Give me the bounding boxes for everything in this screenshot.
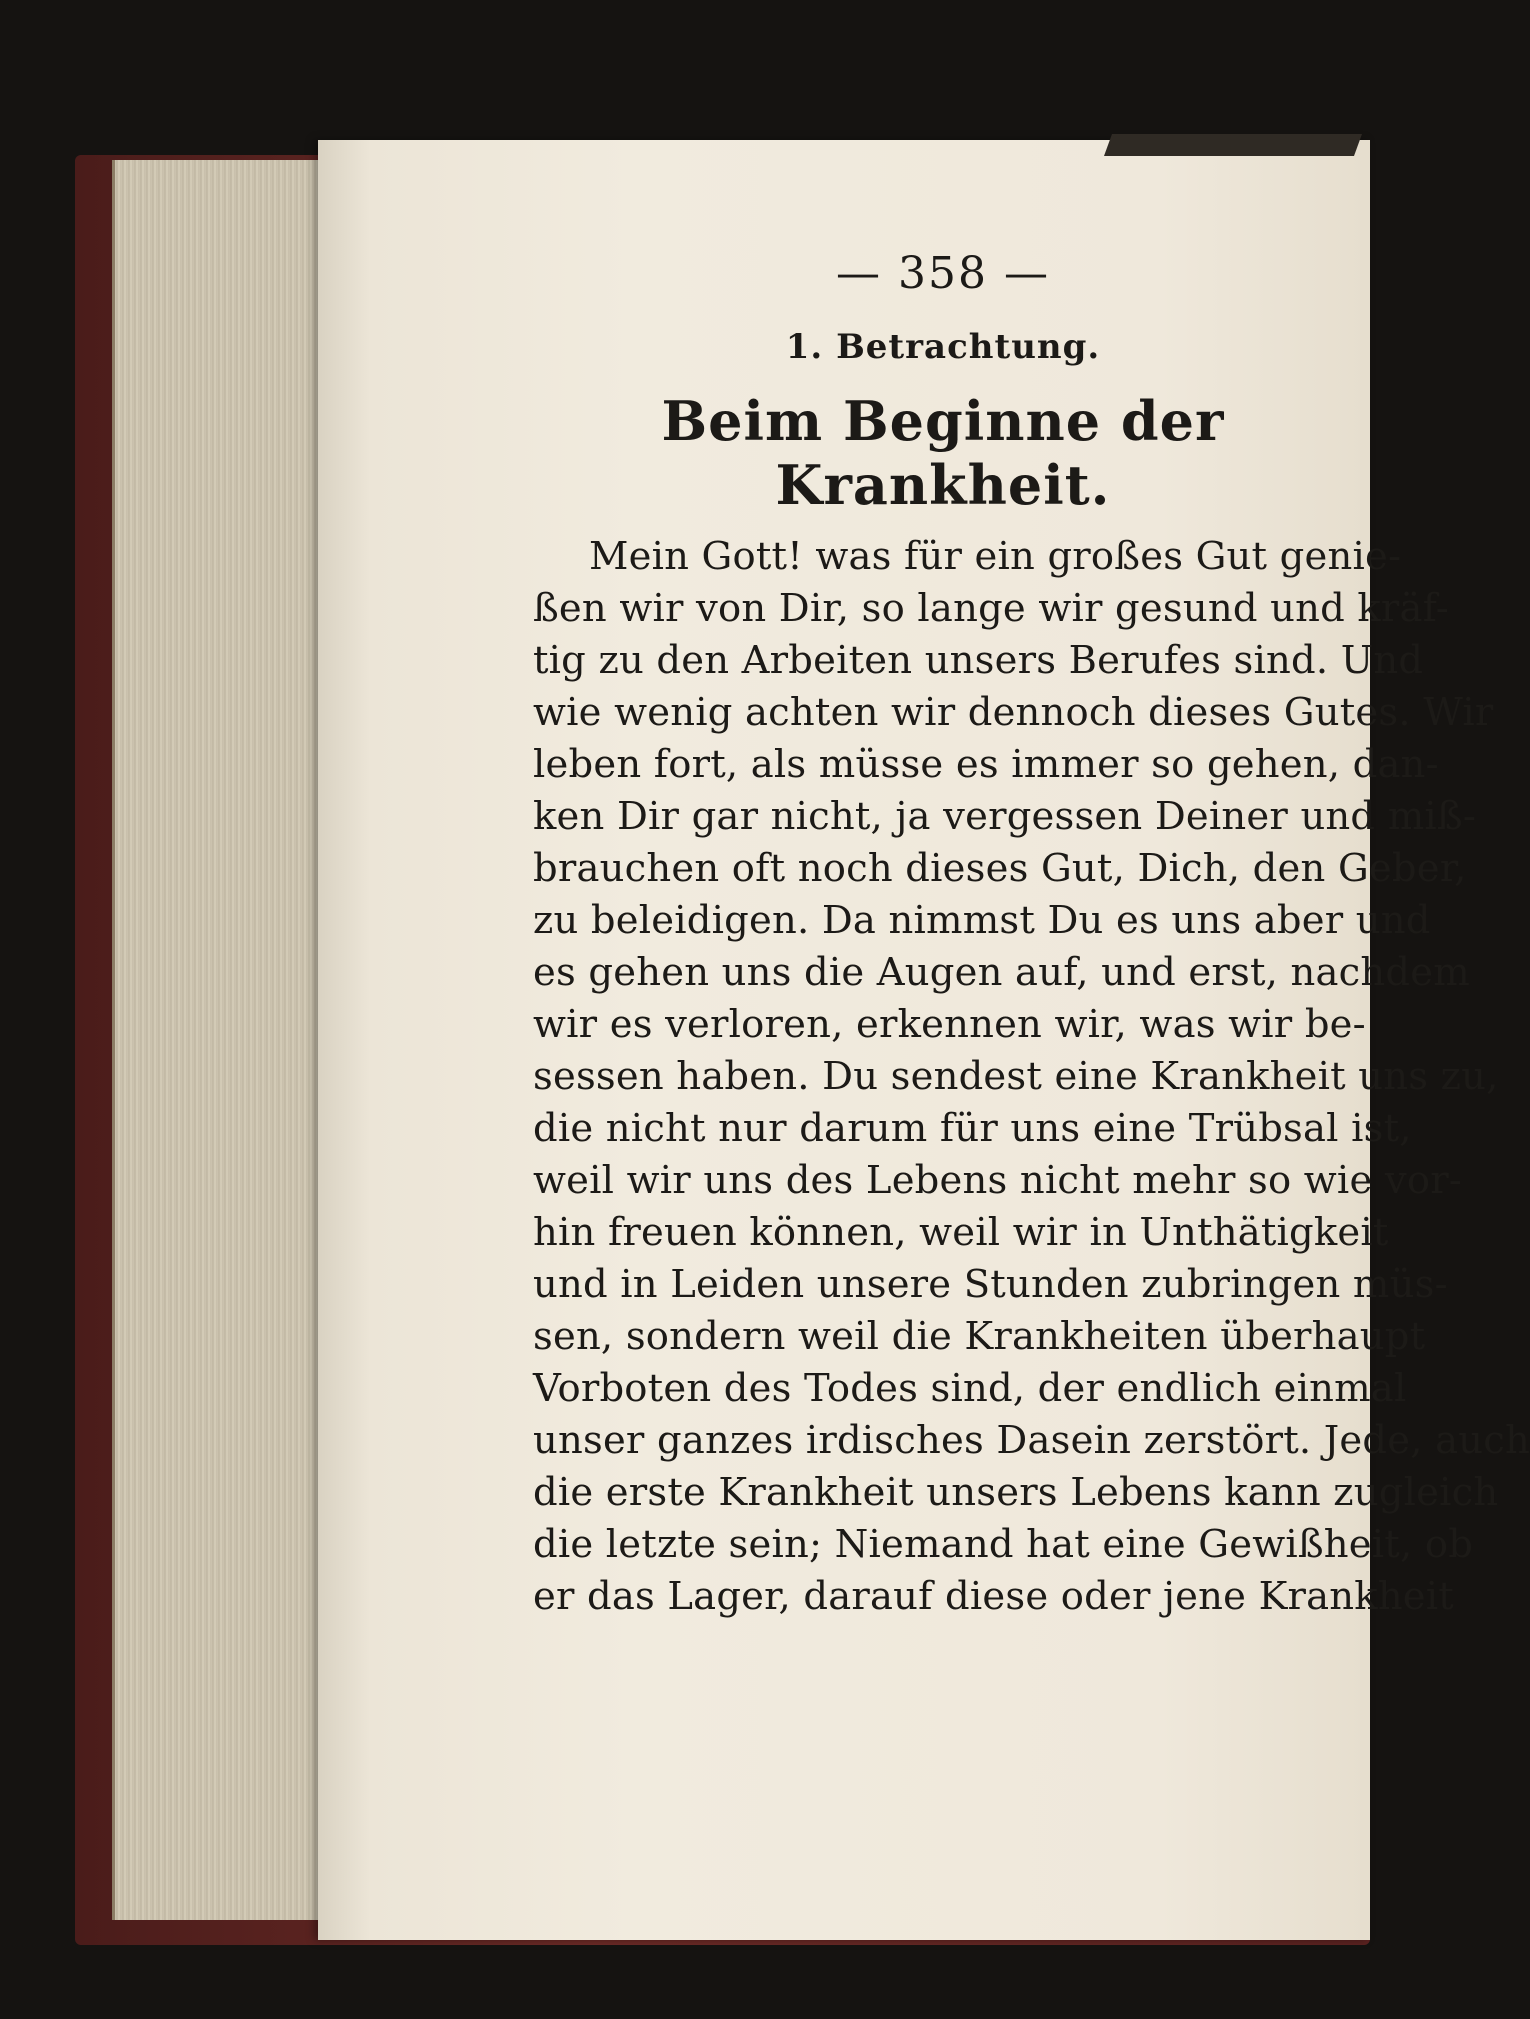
text-line: Mein Gott! was für ein großes Gut genie- [589,534,1402,579]
text-line: ken Dir gar nicht, ja vergessen Deiner und miß- [533,794,1477,839]
chapter-title: Beim Beginne der Krankheit. [661,389,1225,517]
text-line: sessen haben. Du sendest eine Krankheit uns zu, [533,1054,1499,1099]
text-line: ßen wir von Dir, so lange wir gesund und kräf- [533,586,1449,631]
text-line: brauchen oft noch dieses Gut, Dich, den Geber, [533,846,1467,891]
text-line: weil wir uns des Lebens nicht mehr so wie vor- [533,1158,1463,1203]
text-line: die letzte sein; Niemand hat eine Gewißheit, ob [533,1522,1474,1567]
text-line: zu beleidigen. Da nimmst Du es uns aber und [533,898,1431,943]
text-line: Vorboten des Todes sind, der endlich einmal [533,1366,1407,1411]
text-line: leben fort, als müsse es immer so gehen, dan- [533,742,1439,787]
page-edges [112,160,335,1920]
text-line: und in Leiden unsere Stunden zubringen müs- [533,1262,1448,1307]
text-line: er das Lager, darauf diese oder jene Krankheit [533,1574,1454,1619]
page-number: — 358 — [836,248,1050,299]
text-line: die erste Krankheit unsers Lebens kann zugleich [533,1470,1499,1515]
section-label: 1. Betrachtung. [785,327,1101,367]
book-page [318,140,1530,1940]
text-line: unser ganzes irdisches Dasein zerstört. Jede, auch [533,1418,1530,1463]
text-line: hin freuen können, weil wir in Unthätigkeit [533,1210,1389,1255]
page-content [533,248,1530,1623]
text-line: die nicht nur darum für uns eine Trübsal ist, [533,1106,1412,1151]
text-line: wie wenig achten wir dennoch dieses Gutes. Wir [533,690,1494,735]
text-line: tig zu den Arbeiten unsers Berufes sind. Und [533,638,1424,683]
text-line: es gehen uns die Augen auf, und erst, nachdem [533,950,1470,995]
body-text [533,531,1530,1623]
text-line: wir es verloren, erkennen wir, was wir be- [533,1002,1366,1047]
clip-shadow [1104,134,1362,156]
text-line: sen, sondern weil die Krankheiten überhaupt [533,1314,1426,1359]
